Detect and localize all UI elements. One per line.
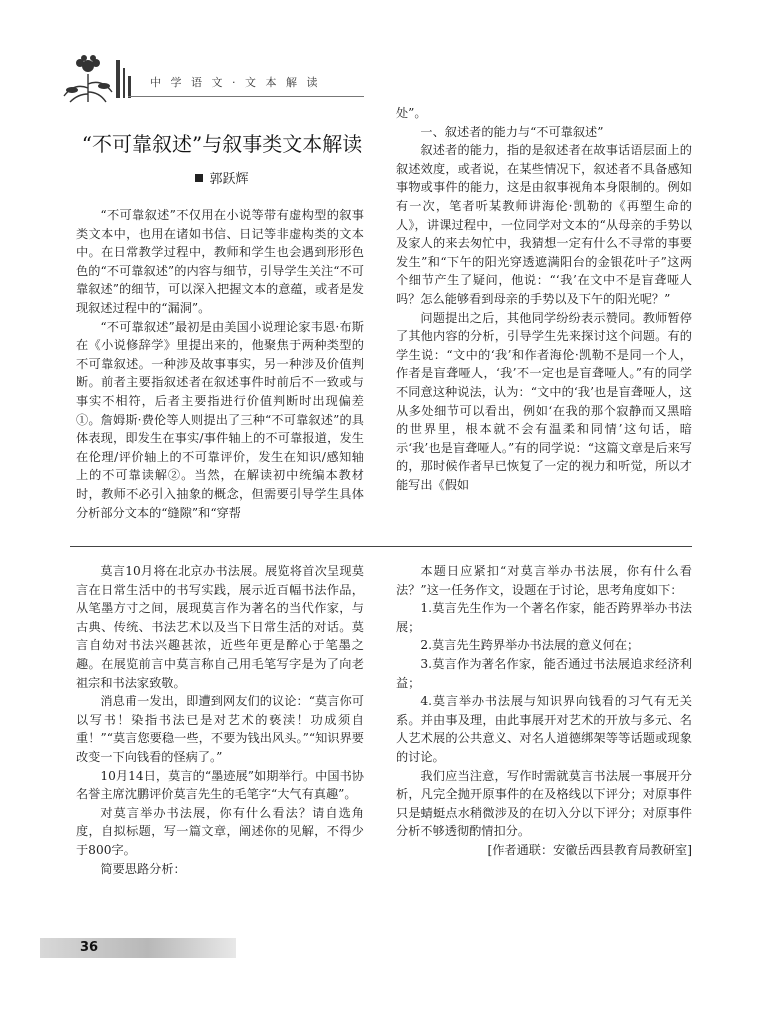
paragraph: 叙述者的能力，指的是叙述者在故事话语层面上的叙述效度，或者说，在某些情况下，叙述者不具备感知事物或事件的能力，这是由叙事视角本身限制的。例如有一次，笔者听某教师讲海伦·凯勒的《再塑生命的人》，讲课过程中，一位同学对文本的“从母亲的手势以及家人的来去匆忙中，我猜想一定有什么不寻常的事要发生”和“下午的阳光穿透遮满阳台的金银花叶子”这两个细节产生了疑问，他说：“‘我’在文中不是盲聋哑人吗？怎么能够看到母亲的手势以及下午的阳光呢？” bbox=[396, 143, 692, 306]
paragraph: 10月14日，莫言的“墨迹展”如期举行。中国书协名誉主席沈鹏评价莫言先生的毛笔字“大气有真趣”。 bbox=[76, 768, 364, 802]
paragraph: 问题提出之后，其他同学纷纷表示赞同。教师暂停了其他内容的分析，引导学生先来探讨这个问题。有的学生说：“文中的‘我’和作者海伦·凯勒不是同一个人，作者是盲聋哑人，‘我’不一定也是盲聋哑人。”有的同学不同意这种说法，认为：“文中的‘我’也是盲聋哑人，这从多处细节可以看出，例如‘在我的那个寂静而又黑暗的世界里，根本就不会有温柔和同情’这句话，暗示‘我’也是盲聋哑人。”有的同学说：“这篇文章是后来写的，那时候作者早已恢复了一定的视力和听觉，所以才能写出《假如 bbox=[396, 310, 692, 492]
list-item: 3.莫言作为著名作家，能否通过书法展追求经济利益； bbox=[396, 656, 692, 690]
page-number: 36 bbox=[80, 940, 99, 955]
paragraph: 对莫言举办书法展，你有什么看法？请自选角度，自拟标题，写一篇文章，阐述你的见解，不得少于800字。 bbox=[76, 805, 364, 857]
article-right-column bbox=[396, 104, 692, 494]
paragraph: 莫言10月将在北京办书法展。展览将首次呈现莫言在日常生活中的书写实践，展示近百幅书法作品，从笔墨方寸之间，展现莫言作为著名的当代作家，与古典、传统、书法艺术以及当下日常生活的对话。莫言自幼对书法兴趣甚浓，近些年更是醉心于笔墨之趣。在展览前言中莫言称自己用毛笔写字是为了向老祖宗和书法家致敬。 bbox=[76, 564, 364, 690]
article-left-column bbox=[76, 206, 364, 522]
article-title: “不可靠叙述”与叙事类文本解读 bbox=[81, 132, 363, 156]
section-divider bbox=[70, 546, 692, 547]
list-item: 1.莫言先生作为一个著名作家，能否跨界举办书法展； bbox=[396, 601, 692, 634]
author-affiliation: [作者通联：安徽岳西县教育局教研室] bbox=[487, 842, 692, 857]
essay-prompt-column bbox=[76, 562, 364, 878]
paragraph: “不可靠叙述”不仅用在小说等带有虚构型的叙事类文本中，也用在诸如书信、日记等非虚构类的文本中。在日常教学过程中，教师和学生也会遇到形形色色的“不可靠叙述”的内容与细节，引导学生关注“不可靠叙述”的细节，可以深入把握文本的意蕴，或者是发现叙述过程中的“漏洞”。 bbox=[76, 208, 364, 315]
author-name: 郭跃辉 bbox=[209, 172, 249, 187]
paragraph-continuation: 处”。 bbox=[396, 106, 427, 120]
page-number-band bbox=[40, 938, 236, 958]
author-line bbox=[72, 168, 372, 187]
section-heading: 一、叙述者的能力与“不可靠叙述” bbox=[420, 124, 604, 139]
paragraph: 我们应当注意，写作时需就莫言书法展一事展开分析，凡完全抛开原事件的在及格线以下评分；对原事件只是蜻蜓点水稍微涉及的在切入分以下评分；对原事件分析不够透彻酌情扣分。 bbox=[396, 768, 692, 839]
header-bars-decoration bbox=[116, 60, 134, 98]
list-item: 4.莫言举办书法展与知识界向钱看的习气有无关系。并由事及理，由此事展开对艺术的开放与多元、名人艺术展的公共意义、对名人道德绑架等等话题或现象的讨论。 bbox=[396, 694, 692, 764]
header-rule bbox=[128, 96, 364, 97]
list-item: 2.莫言先生跨界举办书法展的意义何在； bbox=[420, 638, 640, 653]
paragraph: 消息甫一发出，即遭到网友们的议论：“莫言你可以写书！染指书法已是对艺术的亵渎！功成须自重！”“莫言您要稳一些，不要为钱出风头。”“知识界要改变一下向钱看的怪病了。” bbox=[76, 694, 364, 764]
paragraph: 简要思路分析： bbox=[100, 861, 186, 876]
paragraph: “不可靠叙述”最初是由美国小说理论家韦恩·布斯在《小说修辞学》里提出来的，他聚焦于两种类型的不可靠叙述。一种涉及故事事实，另一种涉及价值判断。前者主要指叙述者在叙述事件时前后不一致或与事实不相符，后者主要指进行价值判断时出现偏差①。詹姆斯·费伦等人则提出了三种“不可靠叙述”的具体表现，即发生在事实/事件轴上的不可靠报道，发生在伦理/评价轴上的不可靠评价，发生在知识/感知轴上的不可靠读解②。当然，在解读初中统编本教材时，教师不必引入抽象的概念，但需要引导学生具体分析部分文本的“缝隙”和“穿帮 bbox=[76, 319, 364, 520]
header-title: 中 学 语 文 · 文 本 解 读 bbox=[150, 76, 321, 89]
flower-logo-icon bbox=[60, 54, 116, 104]
author-square-icon bbox=[195, 174, 203, 182]
analysis-column bbox=[396, 562, 692, 860]
paragraph: 本题日应紧扣“对莫言举办书法展，你有什么看法？”这一任务作文，设题在于讨论，思考角度如下： bbox=[396, 564, 692, 597]
